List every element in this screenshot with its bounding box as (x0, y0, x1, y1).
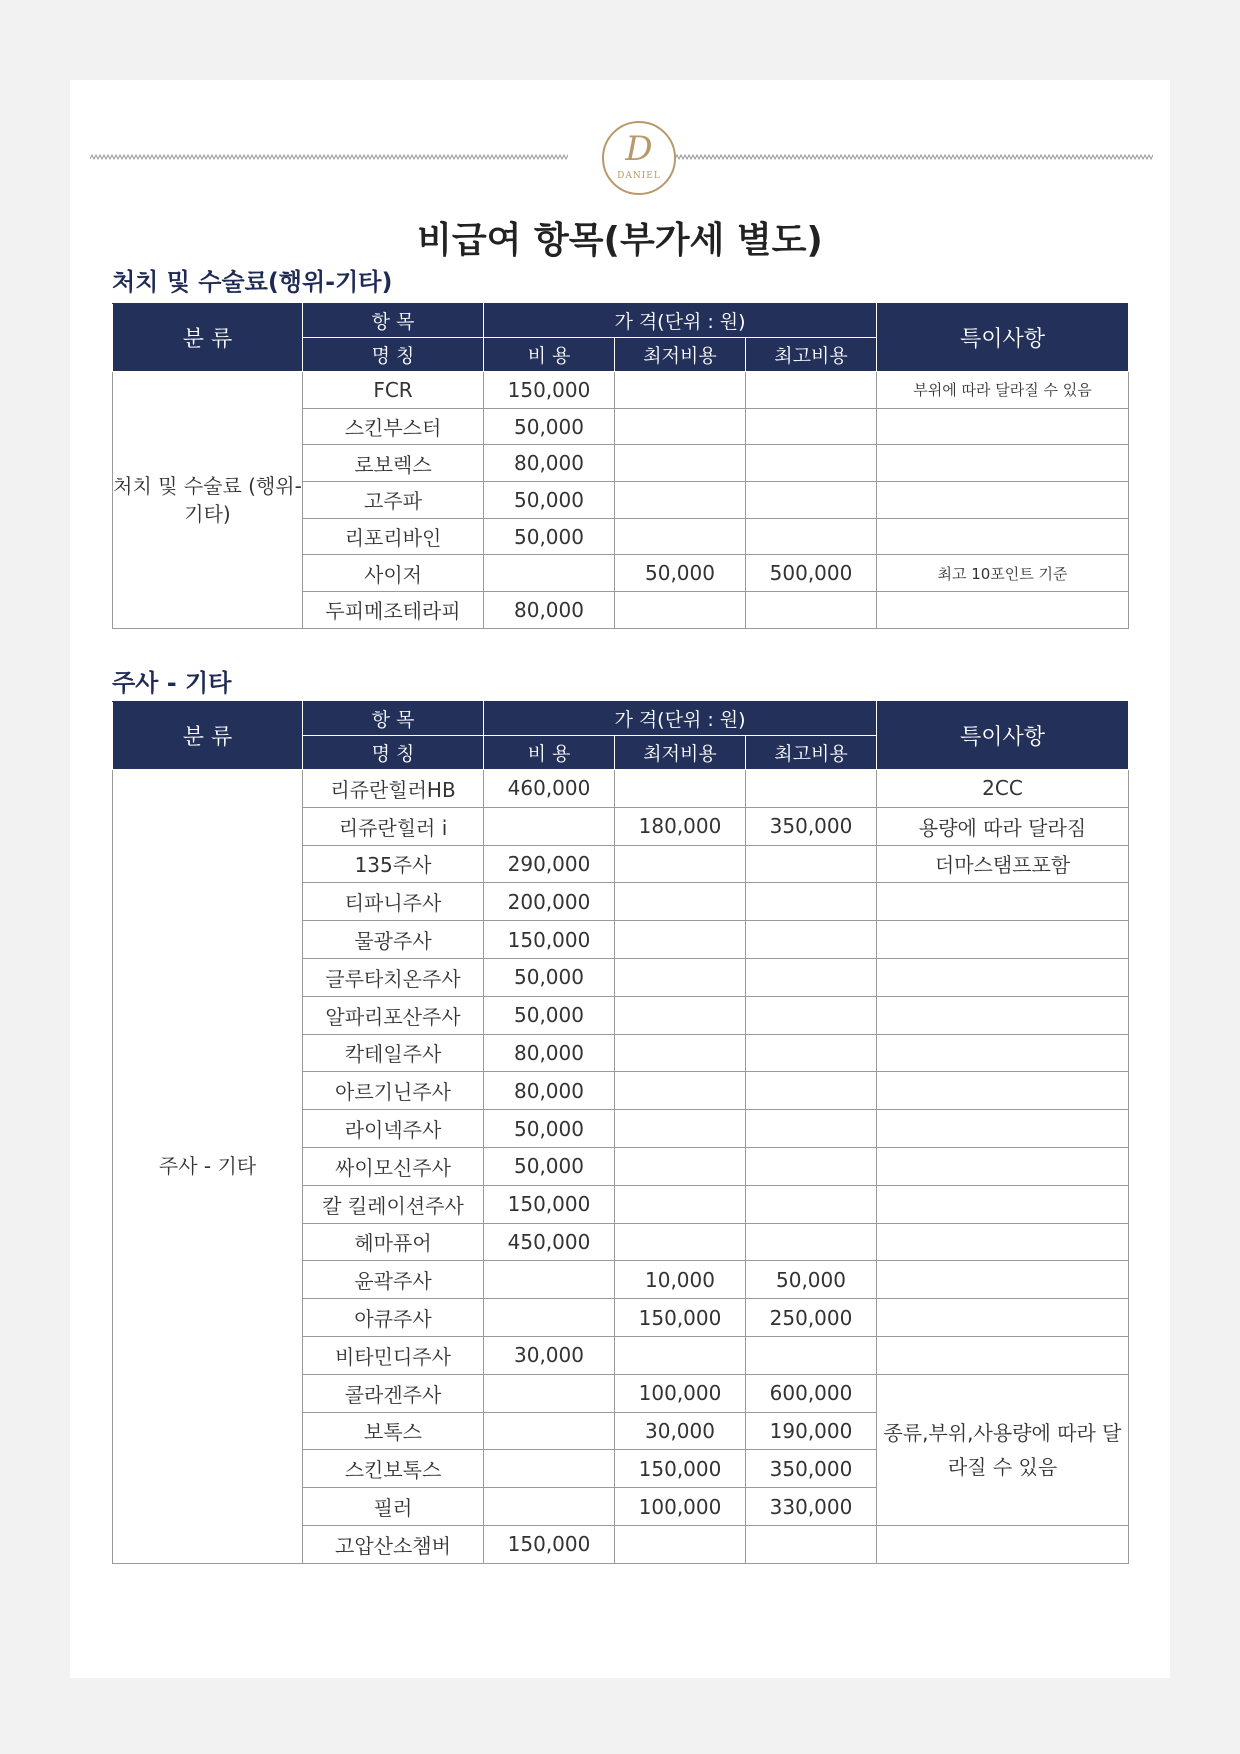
min-cost-cell: 10,000 (615, 1261, 746, 1299)
min-cost-cell (615, 408, 746, 445)
item-name-cell: 티파니주사 (303, 883, 484, 921)
min-cost-cell (615, 1336, 746, 1374)
min-cost-cell (615, 445, 746, 482)
header-name: 명 칭 (303, 736, 484, 770)
min-cost-cell: 50,000 (615, 555, 746, 592)
item-name-cell: 콜라겐주사 (303, 1374, 484, 1412)
max-cost-cell (746, 518, 877, 555)
page-title: 비급여 항목(부가세 별도) (417, 220, 823, 261)
item-name-cell: 싸이모신주사 (303, 1147, 484, 1185)
note-cell (877, 518, 1129, 555)
min-cost-cell: 30,000 (615, 1412, 746, 1450)
header-price: 가 격(단위 : 원) (484, 304, 877, 338)
cost-cell: 80,000 (484, 592, 615, 629)
item-name-cell: 보톡스 (303, 1412, 484, 1450)
header-price: 가 격(단위 : 원) (484, 702, 877, 736)
max-cost-cell (746, 770, 877, 808)
note-cell (877, 408, 1129, 445)
min-cost-cell (615, 1034, 746, 1072)
note-cell (877, 1147, 1129, 1185)
note-cell (877, 592, 1129, 629)
cost-cell: 50,000 (484, 518, 615, 555)
note-cell (877, 1110, 1129, 1148)
max-cost-cell (746, 482, 877, 519)
min-cost-cell (615, 372, 746, 409)
cost-cell: 80,000 (484, 1034, 615, 1072)
item-name-cell: 고주파 (303, 482, 484, 519)
section-title-injection: 주사 - 기타 (112, 669, 232, 697)
cost-cell (484, 1450, 615, 1488)
header-item: 항 목 (303, 702, 484, 736)
zigzag-divider-left (90, 153, 568, 161)
cost-cell: 150,000 (484, 921, 615, 959)
max-cost-cell (746, 1525, 877, 1563)
table-row (113, 372, 1129, 409)
zigzag-divider-right (675, 153, 1153, 161)
note-cell (877, 883, 1129, 921)
min-cost-cell (615, 996, 746, 1034)
cost-cell: 50,000 (484, 408, 615, 445)
note-cell (877, 1261, 1129, 1299)
max-cost-cell (746, 921, 877, 959)
cost-cell: 290,000 (484, 845, 615, 883)
note-cell (877, 1034, 1129, 1072)
cost-cell (484, 1412, 615, 1450)
item-name-cell: 로보렉스 (303, 445, 484, 482)
note-cell: 2CC (877, 770, 1129, 808)
header-name: 명 칭 (303, 338, 484, 372)
item-name-cell: 리포리바인 (303, 518, 484, 555)
cost-cell: 80,000 (484, 445, 615, 482)
note-cell (877, 1336, 1129, 1374)
item-name-cell: 라이넥주사 (303, 1110, 484, 1148)
min-cost-cell: 150,000 (615, 1450, 746, 1488)
note-cell (877, 1185, 1129, 1223)
min-cost-cell (615, 1525, 746, 1563)
header-note: 특이사항 (877, 702, 1129, 770)
min-cost-cell (615, 958, 746, 996)
max-cost-cell: 50,000 (746, 1261, 877, 1299)
max-cost-cell (746, 958, 877, 996)
cost-cell (484, 555, 615, 592)
note-cell (877, 1223, 1129, 1261)
cost-cell (484, 1374, 615, 1412)
min-cost-cell (615, 883, 746, 921)
cost-cell: 50,000 (484, 996, 615, 1034)
max-cost-cell: 250,000 (746, 1299, 877, 1337)
item-name-cell: 스킨보톡스 (303, 1450, 484, 1488)
max-cost-cell (746, 996, 877, 1034)
max-cost-cell (746, 1147, 877, 1185)
item-name-cell: 두피메조테라피 (303, 592, 484, 629)
header-max: 최고비용 (746, 736, 877, 770)
header-category: 분 류 (113, 702, 303, 770)
clinic-logo (602, 121, 676, 195)
treatment-price-table (112, 303, 1129, 629)
max-cost-cell: 350,000 (746, 807, 877, 845)
min-cost-cell (615, 1110, 746, 1148)
min-cost-cell (615, 1147, 746, 1185)
header-max: 최고비용 (746, 338, 877, 372)
max-cost-cell (746, 372, 877, 409)
note-cell (877, 1072, 1129, 1110)
max-cost-cell (746, 592, 877, 629)
max-cost-cell (746, 1223, 877, 1261)
min-cost-cell: 100,000 (615, 1374, 746, 1412)
cost-cell: 150,000 (484, 1185, 615, 1223)
max-cost-cell (746, 408, 877, 445)
max-cost-cell (746, 883, 877, 921)
cost-cell: 80,000 (484, 1072, 615, 1110)
max-cost-cell (746, 1110, 877, 1148)
note-cell (877, 996, 1129, 1034)
min-cost-cell (615, 921, 746, 959)
table-row (113, 770, 1129, 808)
item-name-cell: 필러 (303, 1488, 484, 1526)
item-name-cell: 헤마퓨어 (303, 1223, 484, 1261)
cost-cell: 460,000 (484, 770, 615, 808)
min-cost-cell (615, 1072, 746, 1110)
cost-cell (484, 1299, 615, 1337)
min-cost-cell (615, 770, 746, 808)
min-cost-cell (615, 592, 746, 629)
item-name-cell: 윤곽주사 (303, 1261, 484, 1299)
item-name-cell: 스킨부스터 (303, 408, 484, 445)
category-cell: 처치 및 수술료 (행위-기타) (113, 372, 303, 629)
note-cell: 용량에 따라 달라짐 (877, 807, 1129, 845)
item-name-cell: 칼 킬레이션주사 (303, 1185, 484, 1223)
item-name-cell: 글루타치온주사 (303, 958, 484, 996)
max-cost-cell: 500,000 (746, 555, 877, 592)
item-name-cell: FCR (303, 372, 484, 409)
logo-letter: D (625, 129, 653, 169)
header-cost: 비 용 (484, 736, 615, 770)
cost-cell (484, 807, 615, 845)
cost-cell (484, 1261, 615, 1299)
header-category: 분 류 (113, 304, 303, 372)
cost-cell: 50,000 (484, 1110, 615, 1148)
logo-row (90, 120, 1153, 200)
item-name-cell: 135주사 (303, 845, 484, 883)
max-cost-cell (746, 1336, 877, 1374)
max-cost-cell (746, 1072, 877, 1110)
max-cost-cell: 350,000 (746, 1450, 877, 1488)
header-note: 특이사항 (877, 304, 1129, 372)
max-cost-cell: 190,000 (746, 1412, 877, 1450)
min-cost-cell (615, 482, 746, 519)
note-cell (877, 921, 1129, 959)
max-cost-cell (746, 445, 877, 482)
note-cell (877, 1525, 1129, 1563)
max-cost-cell: 330,000 (746, 1488, 877, 1526)
max-cost-cell (746, 845, 877, 883)
max-cost-cell (746, 1034, 877, 1072)
min-cost-cell (615, 845, 746, 883)
cost-cell: 450,000 (484, 1223, 615, 1261)
cost-cell: 30,000 (484, 1336, 615, 1374)
note-cell: 더마스탬프포함 (877, 845, 1129, 883)
item-name-cell: 아큐주사 (303, 1299, 484, 1337)
item-name-cell: 고압산소챔버 (303, 1525, 484, 1563)
cost-cell: 50,000 (484, 958, 615, 996)
section-title-treatment: 처치 및 수술료(행위-기타) (112, 268, 393, 296)
note-cell (877, 958, 1129, 996)
item-name-cell: 물광주사 (303, 921, 484, 959)
note-cell (877, 445, 1129, 482)
item-name-cell: 리쥬란힐러 i (303, 807, 484, 845)
max-cost-cell (746, 1185, 877, 1223)
item-name-cell: 비타민디주사 (303, 1336, 484, 1374)
header-item: 항 목 (303, 304, 484, 338)
cost-cell: 150,000 (484, 1525, 615, 1563)
min-cost-cell (615, 1223, 746, 1261)
cost-cell: 50,000 (484, 1147, 615, 1185)
note-cell: 부위에 따라 달라질 수 있음 (877, 372, 1129, 409)
category-cell: 주사 - 기타 (113, 770, 303, 1564)
min-cost-cell: 150,000 (615, 1299, 746, 1337)
logo-word: DANIEL (617, 171, 661, 181)
cost-cell: 150,000 (484, 372, 615, 409)
min-cost-cell (615, 1185, 746, 1223)
item-name-cell: 아르기닌주사 (303, 1072, 484, 1110)
item-name-cell: 알파리포산주사 (303, 996, 484, 1034)
min-cost-cell: 180,000 (615, 807, 746, 845)
min-cost-cell: 100,000 (615, 1488, 746, 1526)
item-name-cell: 칵테일주사 (303, 1034, 484, 1072)
price-sheet (70, 80, 1170, 1678)
note-cell (877, 1299, 1129, 1337)
header-min: 최저비용 (615, 736, 746, 770)
item-name-cell: 사이저 (303, 555, 484, 592)
cost-cell (484, 1488, 615, 1526)
group-note-cell: 종류,부위,사용량에 따라 달라질 수 있음 (877, 1374, 1129, 1525)
cost-cell: 50,000 (484, 482, 615, 519)
header-min: 최저비용 (615, 338, 746, 372)
min-cost-cell (615, 518, 746, 555)
max-cost-cell: 600,000 (746, 1374, 877, 1412)
note-cell (877, 482, 1129, 519)
cost-cell: 200,000 (484, 883, 615, 921)
injection-price-table (112, 701, 1129, 1564)
note-cell: 최고 10포인트 기준 (877, 555, 1129, 592)
item-name-cell: 리쥬란힐러HB (303, 770, 484, 808)
header-cost: 비 용 (484, 338, 615, 372)
